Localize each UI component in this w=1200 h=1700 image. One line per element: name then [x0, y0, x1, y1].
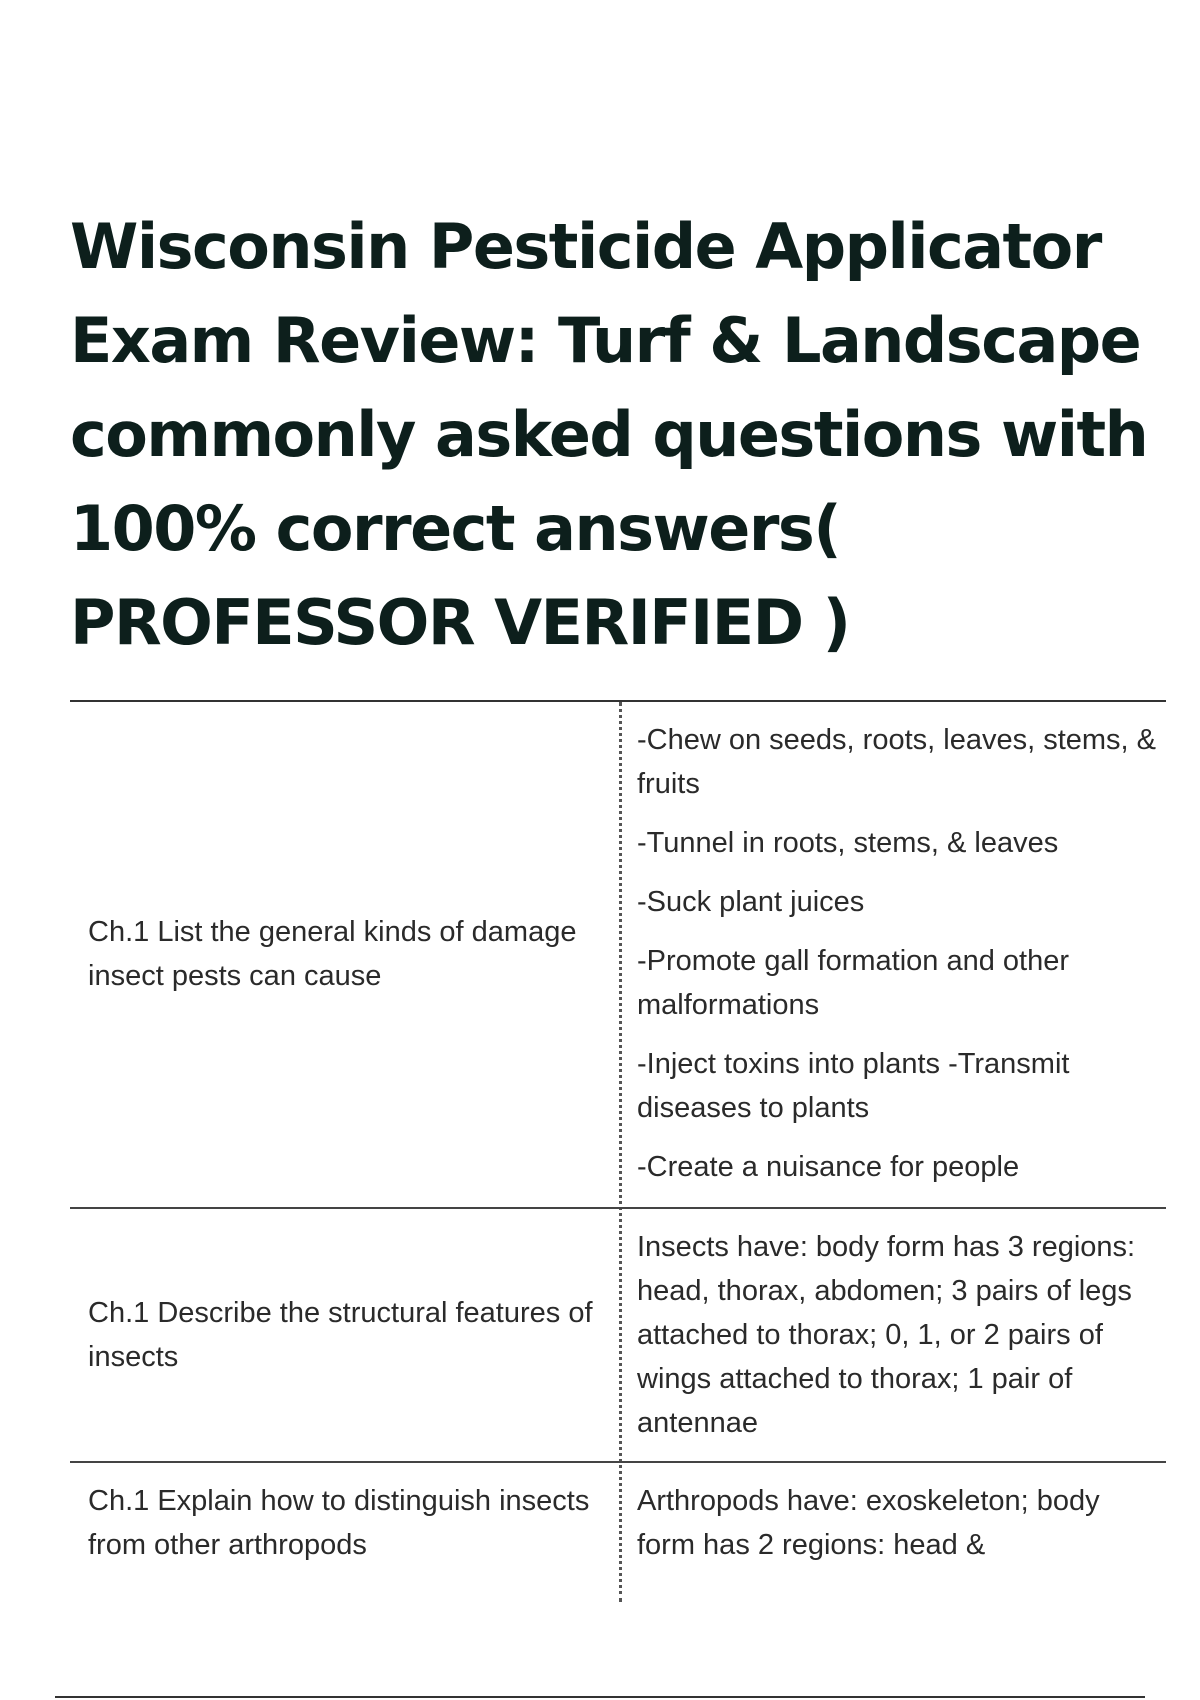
answer-item: Insects have: body form has 3 regions: head, thorax, abdomen; 3 pairs of legs attached to thorax; 0, 1, or 2 pairs of wings attached to thorax; 1 pair of antennae [637, 1231, 1136, 1439]
footer-rule [55, 1696, 1145, 1698]
title-line: Wisconsin Pesticide Applicator [70, 210, 1101, 283]
answer-cell [637, 718, 1157, 1189]
qa-row [70, 702, 1166, 1209]
title-line: 100% correct answers( [70, 492, 841, 565]
title-line: commonly asked questions with [70, 398, 1148, 471]
answer-item: -Create a nuisance for people [637, 1151, 1020, 1183]
answer-item: -Inject toxins into plants -Transmit diseases to plants [637, 1048, 1070, 1124]
title-line: Exam Review: Turf & Landscape [70, 304, 1141, 377]
question-cell: Ch.1 List the general kinds of damage insect pests can cause [88, 916, 577, 992]
answer-item: -Promote gall formation and other malformations [637, 945, 1069, 1021]
document-title [70, 200, 1180, 670]
qa-table [70, 700, 1166, 1602]
qa-row [70, 1463, 1166, 1603]
title-line: PROFESSOR VERIFIED ) [70, 586, 850, 659]
question-cell: Ch.1 Describe the structural features of insects [88, 1297, 593, 1373]
answer-item: Arthropods have: exoskeleton; body form has 2 regions: head & [637, 1485, 1100, 1561]
answer-cell [637, 1225, 1157, 1445]
question-cell: Ch.1 Explain how to distinguish insects from other arthropods [88, 1485, 590, 1561]
answer-item: -Tunnel in roots, stems, & leaves [637, 827, 1059, 859]
qa-row [70, 1209, 1166, 1463]
answer-cell [637, 1479, 1157, 1567]
answer-item: -Suck plant juices [637, 886, 865, 918]
answer-item: -Chew on seeds, roots, leaves, stems, & fruits [637, 724, 1156, 800]
